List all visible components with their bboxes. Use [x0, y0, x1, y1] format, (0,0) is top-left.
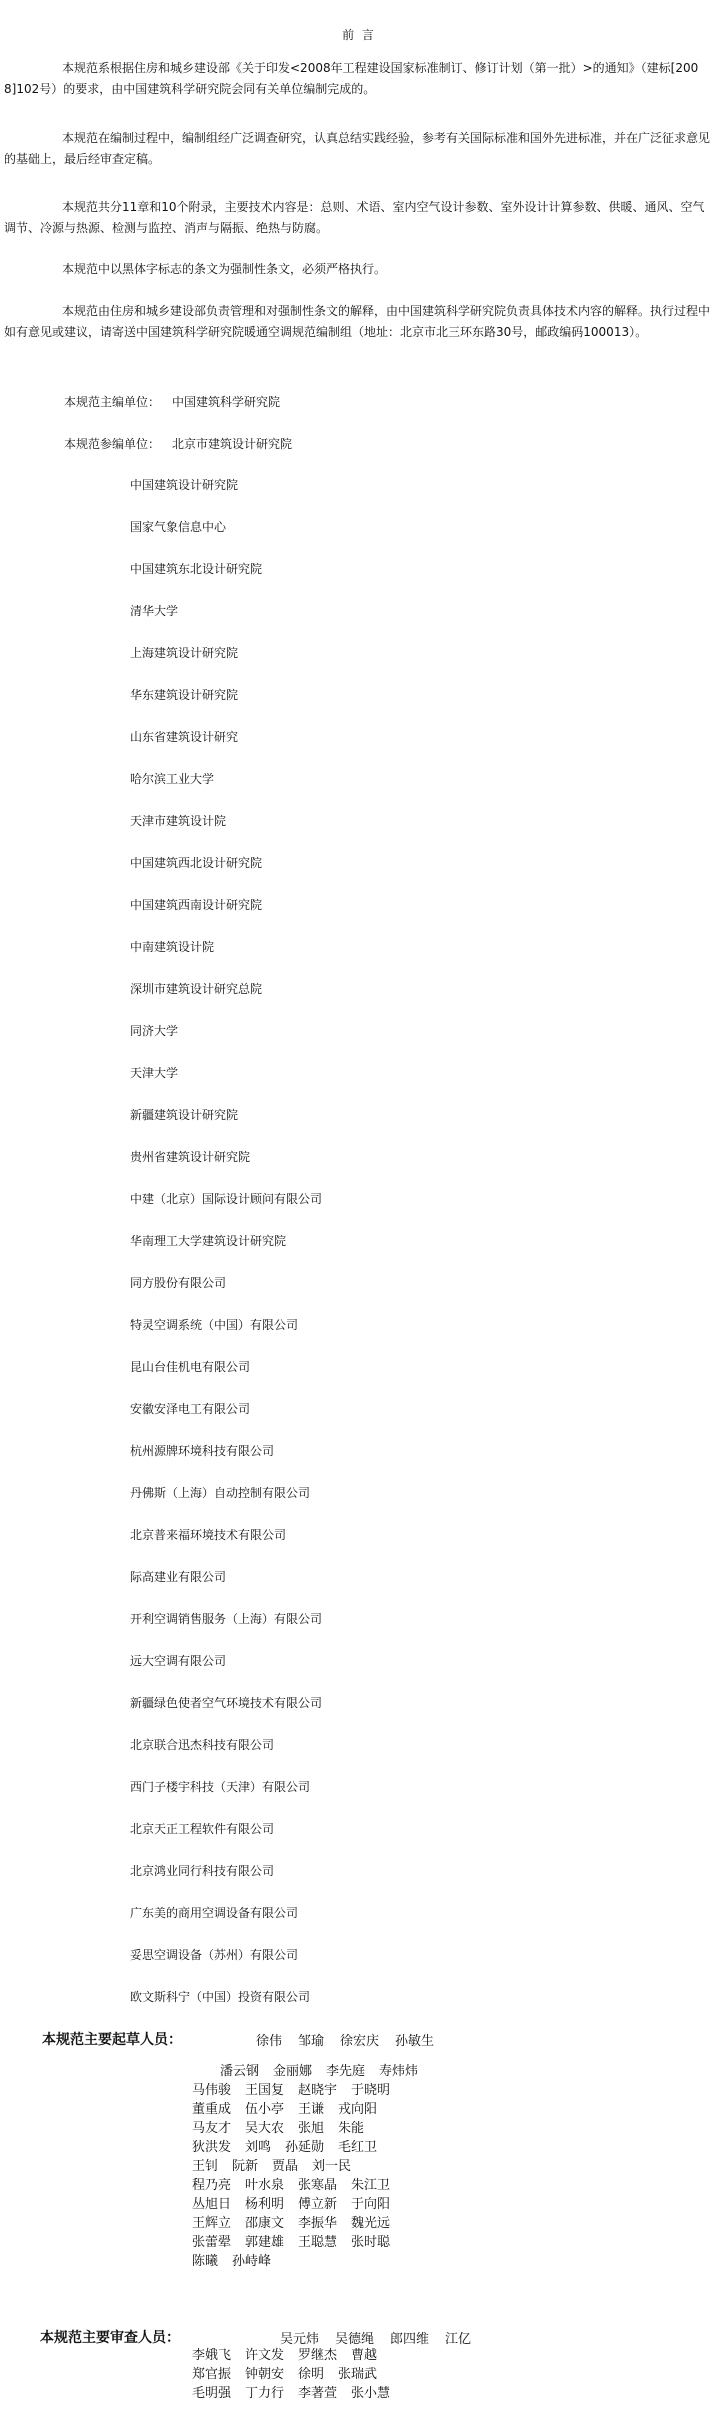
person-name: 毛红卫 — [338, 2140, 378, 2155]
list-item: 妥思空调设备（苏州）有限公司 — [130, 1948, 299, 1962]
page-title: 前 言 — [342, 28, 376, 42]
person-name: 吴元炜 — [280, 2332, 320, 2347]
person-name: 张瑞武 — [338, 2367, 378, 2382]
reviewers-first-line — [280, 2328, 487, 2347]
list-item: 北京联合迅杰科技有限公司 — [130, 1738, 275, 1752]
chief-unit-label: 本规范主编单位： — [64, 395, 161, 409]
list-item: 昆山台佳机电有限公司 — [130, 1360, 251, 1374]
participating-unit-line — [64, 435, 292, 452]
list-item — [192, 2100, 432, 2119]
person-name: 江亿 — [445, 2332, 472, 2347]
paragraph-5: 本规范由住房和城乡建设部负责管理和对强制性条文的解释，由中国建筑科学研究院负责具体技术内容的解释。执行过程中如有意见或建议，请寄送中国建筑科学研究院暖通空调规范编制组（地址：北京市北三环东路30号，邮政编码100013）。 — [4, 304, 711, 339]
person-name: 潘云钢 — [220, 2064, 260, 2079]
person-name: 徐明 — [298, 2367, 325, 2382]
person-name: 张小慧 — [351, 2386, 391, 2401]
person-name: 李先庭 — [326, 2064, 366, 2079]
list-item: 中建（北京）国际设计顾问有限公司 — [130, 1192, 323, 1206]
person-name: 孙延勋 — [285, 2140, 325, 2155]
person-name: 寿炜炜 — [379, 2064, 419, 2079]
paragraph-4: 本规范中以黑体字标志的条文为强制性条文，必须严格执行。 — [62, 262, 387, 276]
person-name: 马友才 — [192, 2121, 232, 2136]
list-item: 际高建业有限公司 — [130, 1570, 227, 1584]
person-name: 许文发 — [245, 2348, 285, 2363]
list-item: 清华大学 — [130, 604, 179, 618]
participating-unit-list — [130, 477, 322, 2031]
list-item — [192, 2081, 432, 2100]
list-item — [192, 2365, 404, 2384]
list-item — [192, 2233, 432, 2252]
chief-unit-line — [64, 393, 280, 410]
person-name: 王国复 — [245, 2083, 285, 2098]
list-item: 中国建筑西南设计研究院 — [130, 898, 263, 912]
list-item: 中国建筑设计研究院 — [130, 478, 239, 492]
person-name: 钟朝安 — [245, 2367, 285, 2382]
person-name: 阮新 — [232, 2159, 259, 2174]
list-item: 华南理工大学建筑设计研究院 — [130, 1234, 287, 1248]
person-name: 丛旭日 — [192, 2197, 232, 2212]
list-item: 远大空调有限公司 — [130, 1654, 227, 1668]
participating-unit-first: 北京市建筑设计研究院 — [172, 437, 293, 451]
list-item: 北京天正工程软件有限公司 — [130, 1822, 275, 1836]
list-item: 同方股份有限公司 — [130, 1276, 227, 1290]
person-name: 赵晓宇 — [298, 2083, 338, 2098]
person-name: 徐宏庆 — [340, 2034, 380, 2049]
paragraph-3: 本规范共分11章和10个附录，主要技术内容是：总则、术语、室内空气设计参数、室外设计计算参数、供暖、通风、空气调节、冷源与热源、检测与监控、消声与隔振、绝热与防腐。 — [4, 200, 705, 235]
list-item: 特灵空调系统（中国）有限公司 — [130, 1318, 299, 1332]
person-name: 李娥飞 — [192, 2348, 232, 2363]
drafters-heading: 本规范主要起草人员： — [42, 2032, 182, 2048]
person-name: 吴大农 — [245, 2121, 285, 2136]
list-item — [192, 2195, 432, 2214]
person-name: 王钊 — [192, 2159, 219, 2174]
person-name: 郑官振 — [192, 2367, 232, 2382]
person-name: 王辉立 — [192, 2216, 232, 2231]
list-item — [192, 2252, 432, 2271]
person-name: 朱能 — [338, 2121, 365, 2136]
list-item — [192, 2176, 432, 2195]
list-item: 西门子楼宇科技（天津）有限公司 — [130, 1780, 311, 1794]
list-item — [192, 2138, 432, 2157]
list-item — [192, 2157, 432, 2176]
list-item: 国家气象信息中心 — [130, 520, 227, 534]
person-name: 朱江卫 — [351, 2178, 391, 2193]
list-item — [192, 2214, 432, 2233]
list-item: 同济大学 — [130, 1024, 179, 1038]
reviewers-heading: 本规范主要审查人员： — [40, 2330, 180, 2346]
person-name: 张寒晶 — [298, 2178, 338, 2193]
person-name: 王谦 — [298, 2102, 325, 2117]
list-item — [192, 2346, 404, 2365]
list-item: 欧文斯科宁（中国）投资有限公司 — [130, 1990, 311, 2004]
person-name: 魏光远 — [351, 2216, 391, 2231]
reviewers-list — [192, 2346, 404, 2403]
list-item: 上海建筑设计研究院 — [130, 646, 239, 660]
list-item: 深圳市建筑设计研究总院 — [130, 982, 263, 996]
person-name: 张时聪 — [351, 2235, 391, 2250]
list-item: 丹佛斯（上海）自动控制有限公司 — [130, 1486, 311, 1500]
list-item: 中国建筑西北设计研究院 — [130, 856, 263, 870]
person-name: 金丽娜 — [273, 2064, 313, 2079]
person-name: 王聪慧 — [298, 2235, 338, 2250]
person-name: 于向阳 — [351, 2197, 391, 2212]
list-item: 杭州源牌环境科技有限公司 — [130, 1444, 275, 1458]
person-name: 贾晶 — [272, 2159, 299, 2174]
list-item: 天津市建筑设计院 — [130, 814, 227, 828]
person-name: 曹越 — [351, 2348, 378, 2363]
list-item: 中国建筑东北设计研究院 — [130, 562, 263, 576]
list-item: 山东省建筑设计研究 — [130, 730, 239, 744]
list-item: 广东美的商用空调设备有限公司 — [130, 1906, 299, 1920]
list-item: 开利空调销售服务（上海）有限公司 — [130, 1612, 323, 1626]
list-item — [192, 2062, 432, 2081]
list-item — [192, 2119, 432, 2138]
person-name: 毛明强 — [192, 2386, 232, 2401]
drafters-list — [192, 2062, 432, 2271]
list-item: 安徽安泽电工有限公司 — [130, 1402, 251, 1416]
person-name: 孙敏生 — [395, 2034, 435, 2049]
person-name: 罗继杰 — [298, 2348, 338, 2363]
paragraph-1: 本规范系根据住房和城乡建设部《关于印发<2008年工程建设国家标准制订、修订计划（第一批）>的通知》（建标[2008]102号）的要求，由中国建筑科学研究院会同有关单位编制完成的。 — [4, 61, 699, 96]
list-item: 华东建筑设计研究院 — [130, 688, 239, 702]
person-name: 孙峙峰 — [232, 2254, 272, 2269]
person-name: 李著萱 — [298, 2386, 338, 2401]
person-name: 郎四维 — [390, 2332, 430, 2347]
list-item: 北京鸿业同行科技有限公司 — [130, 1864, 275, 1878]
list-item: 新疆建筑设计研究院 — [130, 1108, 239, 1122]
list-item: 北京普来福环境技术有限公司 — [130, 1528, 287, 1542]
list-item — [192, 2384, 404, 2403]
person-name: 陈曦 — [192, 2254, 219, 2269]
person-name: 杨利明 — [245, 2197, 285, 2212]
person-name: 邵康文 — [245, 2216, 285, 2231]
list-item: 中南建筑设计院 — [130, 940, 215, 954]
list-item: 哈尔滨工业大学 — [130, 772, 215, 786]
person-name: 叶水泉 — [245, 2178, 285, 2193]
list-item: 贵州省建筑设计研究院 — [130, 1150, 251, 1164]
person-name: 吴德绳 — [335, 2332, 375, 2347]
person-name: 李振华 — [298, 2216, 338, 2231]
person-name: 董重成 — [192, 2102, 232, 2117]
person-name: 狄洪发 — [192, 2140, 232, 2155]
paragraph-2: 本规范在编制过程中，编制组经广泛调查研究，认真总结实践经验，参考有关国际标准和国外先进标准，并在广泛征求意见的基础上，最后经审查定稿。 — [4, 131, 711, 166]
person-name: 郭建雄 — [245, 2235, 285, 2250]
person-name: 于晓明 — [351, 2083, 391, 2098]
person-name: 邹瑜 — [298, 2034, 325, 2049]
person-name: 徐伟 — [256, 2034, 283, 2049]
person-name: 刘鸣 — [245, 2140, 272, 2155]
list-item: 新疆绿色使者空气环境技术有限公司 — [130, 1696, 323, 1710]
person-name: 张蕾翚 — [192, 2235, 232, 2250]
person-name: 戎向阳 — [338, 2102, 378, 2117]
chief-unit-value: 中国建筑科学研究院 — [172, 395, 281, 409]
person-name: 伍小亭 — [245, 2102, 285, 2117]
person-name: 傅立新 — [298, 2197, 338, 2212]
person-name: 张旭 — [298, 2121, 325, 2136]
drafters-first-line — [256, 2030, 450, 2049]
participating-unit-label: 本规范参编单位： — [64, 437, 161, 451]
list-item: 天津大学 — [130, 1066, 179, 1080]
person-name: 刘一民 — [312, 2159, 352, 2174]
person-name: 马伟骏 — [192, 2083, 232, 2098]
person-name: 程乃亮 — [192, 2178, 232, 2193]
person-name: 丁力行 — [245, 2386, 285, 2401]
